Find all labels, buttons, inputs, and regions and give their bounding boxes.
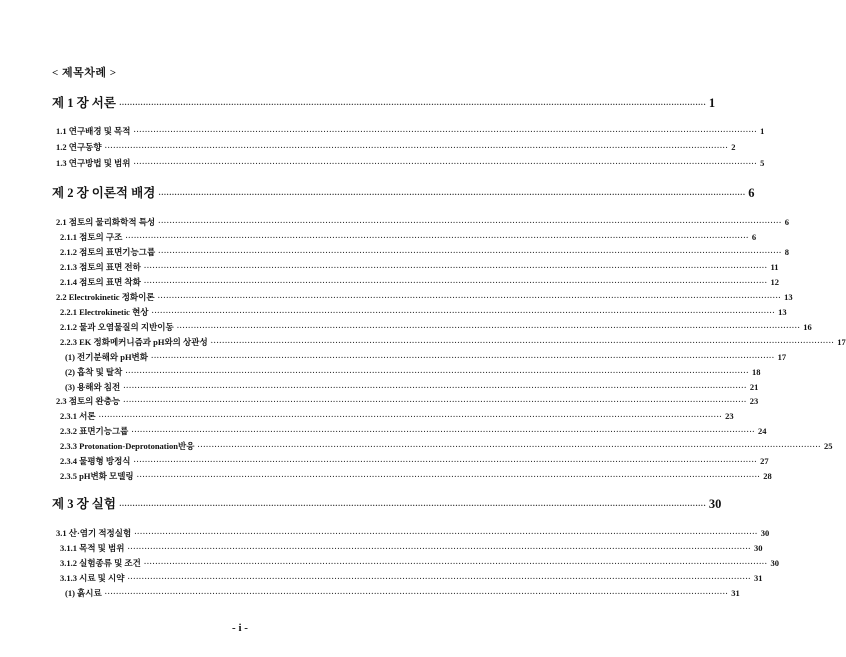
- dot-leader: ····························································································································································································································: [125, 369, 749, 377]
- toc-entry-page-number: 1: [708, 96, 716, 110]
- dot-leader: ····························································································································································································································: [158, 249, 782, 257]
- dot-leader: ····························································································································································································································: [151, 309, 776, 317]
- toc-entry-label: 3.1.2 실험종류 및 조건: [60, 558, 141, 568]
- page-number: - i -: [232, 622, 248, 634]
- toc-entry-page-number: 17: [837, 337, 846, 347]
- toc-chapter-entry[interactable]: [0, 93, 716, 111]
- toc-entry-page-number: 18: [751, 367, 761, 377]
- toc-entry-label: 2.3.2 표면기능그룹: [60, 426, 129, 436]
- toc-chapter-entry[interactable]: [0, 494, 722, 512]
- toc-entry-label: 3.1.1 목적 및 범위: [60, 543, 125, 553]
- toc-entry[interactable]: [0, 410, 734, 422]
- toc-entry-label: (2) 흡착 및 탈착: [65, 367, 123, 377]
- toc-entry-page-number: 11: [770, 262, 779, 272]
- toc-entry[interactable]: [0, 351, 787, 363]
- toc-entry-label: 2.1.1 점토의 구조: [60, 232, 123, 242]
- toc-entry-page-number: 25: [824, 441, 833, 451]
- toc-entry-page-number: 30: [708, 497, 722, 511]
- toc-entry-page-number: 16: [803, 322, 812, 332]
- toc-entry-page-number: 6: [748, 186, 755, 200]
- toc-entry[interactable]: [0, 157, 765, 169]
- toc-entry-page-number: 30: [770, 558, 779, 568]
- toc-entry[interactable]: [0, 381, 759, 393]
- dot-leader: ····························································································································································································································: [210, 339, 835, 347]
- dot-leader: ····························································································································································································································: [123, 384, 747, 392]
- toc-entry-label: (3) 용해와 침전: [65, 382, 121, 392]
- toc-entry[interactable]: [0, 246, 789, 258]
- dot-leader: ····························································································································································································································: [134, 530, 758, 538]
- dot-leader: ····························································································································································································································: [133, 458, 758, 466]
- toc-entry-label: 2.2 Electrokinetic 정화이론: [56, 292, 155, 302]
- toc-entry-label: 1.2 연구동향: [56, 142, 102, 152]
- toc-entry-label: 2.1.4 점토의 표면 착화: [60, 277, 141, 287]
- toc-entry[interactable]: [0, 216, 789, 228]
- toc-entry-page-number: 13: [778, 307, 787, 317]
- toc-entry-label: 2.2.3 EK 정화메커니즘과 pH와의 상관성: [60, 337, 208, 347]
- dot-leader: ····························································································································································································································: [125, 234, 749, 242]
- toc-entry-page-number: 17: [777, 352, 787, 362]
- toc-entry[interactable]: [0, 321, 812, 333]
- toc-entry[interactable]: [0, 276, 779, 288]
- toc-entry-label: 2.1 점토의 물리화학적 특성: [56, 217, 156, 227]
- toc-entry[interactable]: [0, 557, 779, 569]
- toc-title: < 제목차례 >: [52, 67, 117, 79]
- toc-chapter-entry[interactable]: [0, 183, 755, 201]
- toc-entry[interactable]: [0, 587, 740, 599]
- dot-leader: ····························································································································································································································: [123, 398, 747, 406]
- toc-entry[interactable]: [0, 141, 736, 153]
- toc-entry[interactable]: [0, 572, 763, 584]
- toc-entry-label: 2.3.1 서론: [60, 411, 96, 421]
- toc-entry-label: (1) 전기분해와 pH변화: [65, 352, 148, 362]
- toc-entry[interactable]: [0, 440, 833, 452]
- toc-entry-label: 3.1 산·염기 적정실험: [56, 528, 132, 538]
- toc-entry[interactable]: [0, 527, 770, 539]
- toc-entry-page-number: 30: [754, 543, 763, 553]
- dot-leader: ····························································································································································································································: [136, 473, 761, 481]
- dot-leader: ····························································································································································································································: [143, 560, 768, 568]
- toc-entry-page-number: 24: [758, 426, 767, 436]
- toc-entry-page-number: 27: [760, 456, 769, 466]
- toc-entry-page-number: 12: [770, 277, 779, 287]
- dot-leader: ····························································································································································································································: [176, 324, 801, 332]
- dot-leader: ····························································································································································································································: [104, 144, 729, 152]
- toc-entry[interactable]: [0, 336, 846, 348]
- toc-entry[interactable]: [0, 125, 765, 137]
- dot-leader: ····························································································································································································································: [131, 428, 755, 436]
- dot-leader: ····························································································································································································································: [197, 443, 821, 451]
- dot-leader: ····························································································································································································································: [158, 219, 782, 227]
- dot-leader: ····························································································································································································································: [104, 590, 729, 598]
- toc-entry-label: 2.1.2 점토의 표면기능그룹: [60, 247, 156, 257]
- toc-entry-label: 1.3 연구방법 및 범위: [56, 158, 131, 168]
- toc-entry[interactable]: [0, 395, 759, 407]
- toc-entry-page-number: 28: [763, 471, 772, 481]
- toc-entry-page-number: 2: [731, 142, 736, 152]
- toc-entry-label: 1.1 연구배경 및 목적: [56, 126, 131, 136]
- toc-entry-label: 2.3 점토의 완충능: [56, 396, 121, 406]
- toc-entry-page-number: 1: [760, 126, 765, 136]
- toc-entry-page-number: 23: [749, 396, 759, 406]
- dot-leader: ····························································································································································································································: [133, 128, 758, 136]
- toc-entry-page-number: 30: [760, 528, 770, 538]
- toc-entry-page-number: 8: [784, 247, 789, 257]
- toc-entry[interactable]: [0, 470, 772, 482]
- dot-leader: ····························································································································································································································: [143, 279, 768, 287]
- toc-entry[interactable]: [0, 455, 769, 467]
- dot-leader: ····························································································································································································································: [150, 354, 775, 362]
- toc-entry[interactable]: [0, 231, 757, 243]
- toc-entry-label: 2.1.2 물과 오염물질의 지반이동: [60, 322, 174, 332]
- toc-entry-label: 2.1.3 점토의 표면 전하: [60, 262, 141, 272]
- toc-entry-page-number: 5: [760, 158, 765, 168]
- toc-entry-label: 2.3.3 Protonation-Deprotonation반응: [60, 441, 195, 451]
- dot-leader: ····························································································································································································································: [133, 160, 758, 168]
- toc-entry-label: (1) 흙시료: [65, 588, 102, 598]
- toc-entry-page-number: 23: [725, 411, 734, 421]
- toc-entry-page-number: 6: [751, 232, 757, 242]
- toc-entry[interactable]: [0, 542, 763, 554]
- dot-leader: ····························································································································································································································: [127, 545, 752, 553]
- toc-entry-label: 2.2.1 Electrokinetic 현상: [60, 307, 149, 317]
- toc-entry-label: 2.3.5 pH변화 모델링: [60, 471, 134, 481]
- toc-entry-page-number: 31: [754, 573, 763, 583]
- toc-entry-label: 제 2 장 이론적 배경: [52, 186, 156, 200]
- dot-leader: ····························································································································································································································: [118, 100, 706, 109]
- toc-entry-page-number: 13: [784, 292, 793, 302]
- toc-entry-label: 2.3.4 물평형 방정식: [60, 456, 131, 466]
- toc-entry[interactable]: [0, 366, 761, 378]
- dot-leader: ····························································································································································································································: [157, 294, 782, 302]
- dot-leader: ····························································································································································································································: [143, 264, 768, 272]
- toc-entry-page-number: 21: [749, 382, 759, 392]
- toc-entry[interactable]: [0, 261, 779, 273]
- toc-entry[interactable]: [0, 291, 793, 303]
- dot-leader: ····························································································································································································································: [127, 575, 752, 583]
- toc-entry[interactable]: [0, 306, 787, 318]
- toc-entry-page-number: 6: [784, 217, 789, 227]
- toc-entry-page-number: 31: [731, 588, 740, 598]
- dot-leader: ····························································································································································································································: [118, 501, 706, 510]
- toc-entry-label: 제 1 장 서론: [52, 96, 116, 110]
- dot-leader: ····························································································································································································································: [158, 190, 746, 199]
- toc-entry[interactable]: [0, 425, 767, 437]
- dot-leader: ····························································································································································································································: [98, 413, 723, 421]
- toc-entry-label: 3.1.3 시료 및 시약: [60, 573, 125, 583]
- toc-entry-label: 제 3 장 실험: [52, 497, 116, 511]
